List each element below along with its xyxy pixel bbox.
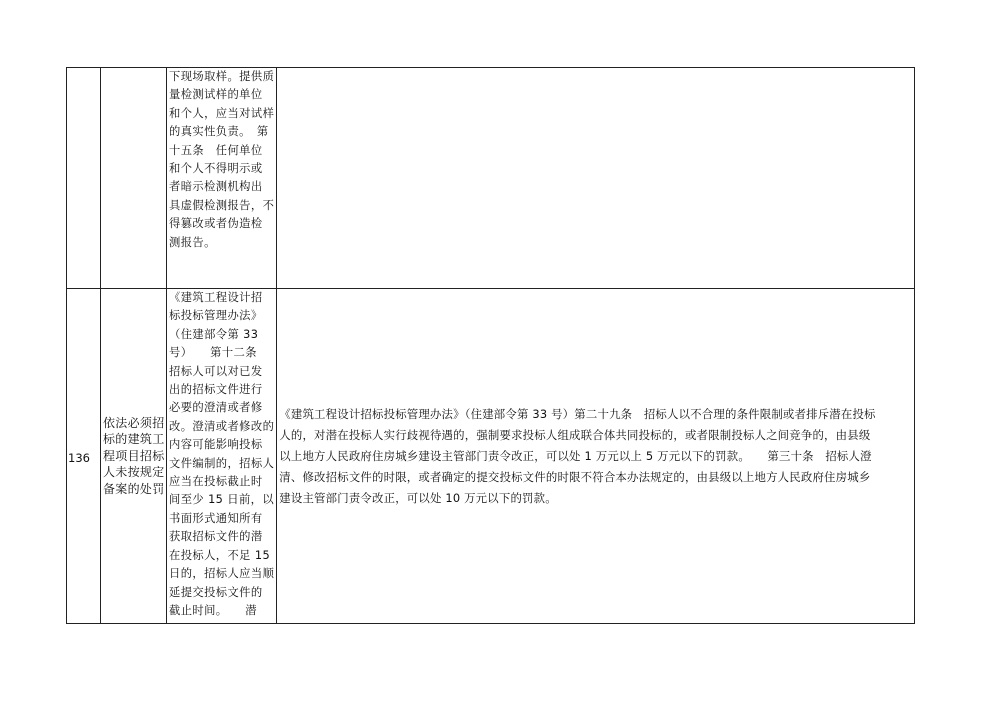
basis-line: 具虚假检测报告，不 [169,198,275,212]
basis-line: 内容可能影响投标 [169,438,263,452]
item-cell [101,289,167,624]
basis-line: 的真实性负责。 第 [169,125,269,139]
basis-line: 十五条 任何单位 [169,143,263,157]
item-line: 备案的处罚 [103,481,165,496]
penalty-cell [277,68,915,289]
basis-line: 出的招标文件进行 [169,383,263,397]
basis-text [167,289,276,620]
row-number: 136 [68,450,90,465]
penalty-line: 清、修改招标文件的时限，或者确定的提交投标文件的时限不符合本办法规定的，由县级以上地方人民政府住房城乡 [279,469,871,484]
basis-line: 日的，招标人应当顺 [169,567,275,581]
basis-line: 必要的澄清或者修 [169,401,263,415]
regulation-table [66,67,915,624]
item-line: 标的建筑工 [103,432,165,447]
basis-line: 和个人不得明示或 [169,162,263,176]
penalty-line: 《建筑工程设计招标投标管理办法》（住建部令第 33 号）第二十九条 招标人以不合理的条件限制或者排斥潜在投标 [279,406,876,421]
basis-cell [167,68,277,289]
item-line: 程项目招标 [103,448,165,463]
basis-line: 文件编制的，招标人 [169,456,275,470]
item-line: 人未按规定 [103,465,165,480]
basis-line: （住建部令第 33 [169,327,259,341]
table-row [67,68,915,289]
basis-line: 招标人可以对已发 [169,364,263,378]
basis-cell [167,289,277,624]
basis-line: 改。澄清或者修改的 [169,419,275,433]
table-row [67,289,915,624]
basis-line: 得篡改或者伪造检 [169,217,263,231]
basis-line: 下现场取样。提供质 [169,70,275,83]
basis-line: 号） 第十二条 [169,346,257,360]
penalty-line: 以上地方人民政府住房城乡建设主管部门责令改正，可以处 1 万元以上 5 万元以下的罚款。 第三十条 招标人澄 [279,448,872,463]
basis-line: 截止时间。 潜 [169,603,257,617]
penalty-text [277,404,914,509]
basis-line: 应当在投标截止时 [169,475,263,489]
basis-line: 者暗示检测机构出 [169,180,263,194]
item-cell [101,68,167,289]
basis-line: 《建筑工程设计招 [169,291,263,304]
basis-text [167,68,276,252]
basis-line: 获取招标文件的潜 [169,530,263,544]
basis-line: 测报告。 [169,235,216,249]
basis-line: 标投标管理办法》 [169,309,263,323]
item-line: 依法必须招 [103,415,165,430]
basis-line: 书面形式通知所有 [169,511,263,525]
basis-line: 延提交投标文件的 [169,585,263,599]
basis-line: 量检测试样的单位 [169,88,263,102]
item-text [101,415,166,498]
row-number-cell [67,289,101,624]
row-number-cell [67,68,101,289]
basis-line: 和个人，应当对试样 [169,106,275,120]
penalty-line: 建设主管部门责令改正，可以处 10 万元以下的罚款。 [279,490,557,505]
penalty-cell [277,289,915,624]
basis-line: 间至少 15 日前，以 [169,493,275,507]
basis-line: 在投标人，不足 15 [169,548,271,562]
penalty-line: 人的，对潜在投标人实行歧视待遇的，强制要求投标人组成联合体共同投标的，或者限制投标人之间竞争的，由县级 [279,427,871,442]
